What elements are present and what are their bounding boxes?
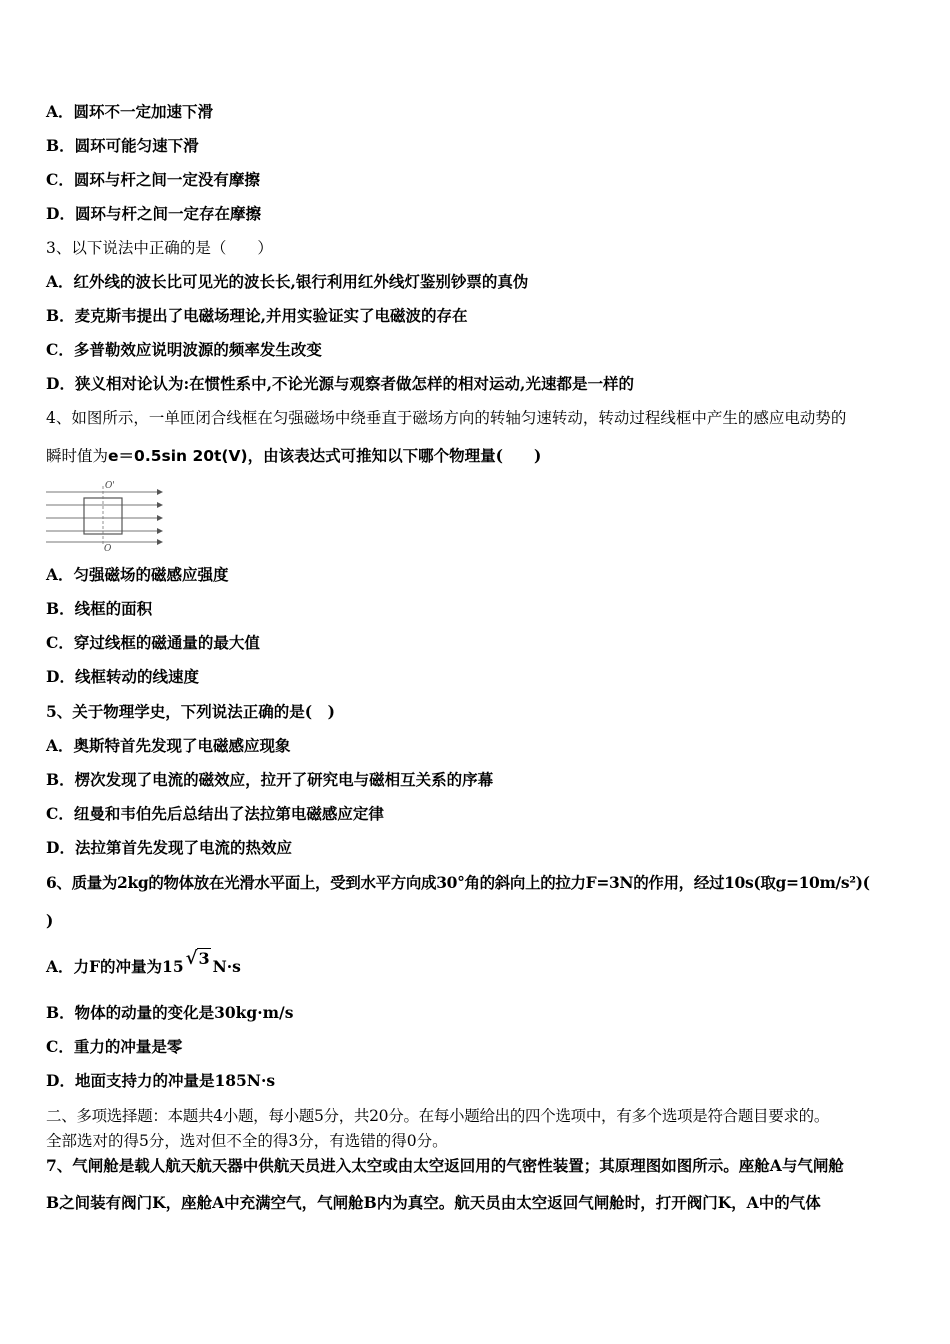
q4-stem-prefix: 瞬时值为 bbox=[46, 447, 109, 465]
q6-option-a-prefix: A．力F的冲量为15 bbox=[46, 957, 184, 976]
q6-option-b: B．物体的动量的变化是30kg·m/s bbox=[46, 1003, 294, 1022]
q3-option-b: B．麦克斯韦提出了电磁场理论,并用实验证实了电磁波的存在 bbox=[46, 306, 468, 325]
q4-stem-line1: 4、如图所示，一单匝闭合线框在匀强磁场中绕垂直于磁场方向的转轴匀速转动，转动过程线框中产生的感应电动势的 bbox=[46, 409, 847, 427]
q7-line2: B之间装有阀门K，座舱A中充满空气，气闸舱B内为真空。航天员由太空返回气闸舱时，打开阀门K，A中的气体 bbox=[46, 1193, 821, 1212]
q4-stem-line2 bbox=[46, 446, 910, 466]
axis-label-top: O' bbox=[105, 481, 115, 491]
q2-option-d: D．圆环与杆之间一定存在摩擦 bbox=[46, 204, 261, 223]
q4-option-a: A．匀强磁场的磁感应强度 bbox=[46, 565, 229, 584]
q4-stem-suffix: ，由该表达式可推知以下哪个物理量( ) bbox=[247, 446, 542, 465]
q2-option-a: A．圆环不一定加速下滑 bbox=[46, 102, 214, 121]
q4-option-c: C．穿过线框的磁通量的最大值 bbox=[46, 633, 260, 652]
sqrt-radicand: 3 bbox=[198, 949, 210, 968]
q3-option-a: A．红外线的波长比可见光的波长长,银行利用红外线灯鉴别钞票的真伪 bbox=[46, 272, 529, 291]
q6-stem-line2: ) bbox=[46, 911, 54, 930]
q5-option-a: A．奥斯特首先发现了电磁感应现象 bbox=[46, 736, 291, 755]
q5-stem: 5、关于物理学史，下列说法正确的是( ) bbox=[46, 702, 335, 721]
q6-option-d: D．地面支持力的冲量是185N·s bbox=[46, 1071, 276, 1090]
rotating-coil-figure bbox=[44, 480, 168, 552]
axis-label-bottom: O bbox=[104, 544, 112, 552]
sqrt-symbol: √3 bbox=[185, 948, 210, 969]
q2-option-c: C．圆环与杆之间一定没有摩擦 bbox=[46, 170, 260, 189]
q6-option-a bbox=[46, 948, 910, 977]
q3-stem: 3、以下说法中正确的是（ ） bbox=[46, 239, 273, 257]
q6-stem-line1: 6、质量为2kg的物体放在光滑水平面上，受到水平方向成30°角的斜向上的拉力F=3N的作用，经过10s(取g=10m/s²)( bbox=[46, 873, 870, 892]
q6-option-c: C．重力的冲量是零 bbox=[46, 1037, 183, 1056]
q4-formula: e＝0.5sin 20t(V) bbox=[108, 447, 248, 465]
q4-option-b: B．线框的面积 bbox=[46, 599, 153, 618]
q3-option-d: D．狭义相对论认为:在惯性系中,不论光源与观察者做怎样的相对运动,光速都是一样的 bbox=[46, 374, 634, 393]
q2-option-b: B．圆环可能匀速下滑 bbox=[46, 136, 199, 155]
q4-option-d: D．线框转动的线速度 bbox=[46, 667, 199, 686]
q5-option-b: B．楞次发现了电流的磁效应，拉开了研究电与磁相互关系的序幕 bbox=[46, 770, 494, 789]
q3-option-c: C．多普勒效应说明波源的频率发生改变 bbox=[46, 340, 322, 359]
section2-line2: 全部选对的得5分，选对但不全的得3分，有选错的得0分。 bbox=[46, 1132, 448, 1150]
q6-option-a-suffix: N·s bbox=[212, 957, 241, 976]
q7-line1: 7、气闸舱是载人航天航天器中供航天员进入太空或由太空返回用的气密性装置；其原理图如图所示。座舱A与气闸舱 bbox=[46, 1156, 844, 1175]
section2-line1: 二、多项选择题：本题共4小题，每小题5分，共20分。在每小题给出的四个选项中，有多个选项是符合题目要求的。 bbox=[46, 1107, 830, 1125]
q5-option-d: D．法拉第首先发现了电流的热效应 bbox=[46, 838, 292, 857]
q5-option-c: C．纽曼和韦伯先后总结出了法拉第电磁感应定律 bbox=[46, 804, 384, 823]
